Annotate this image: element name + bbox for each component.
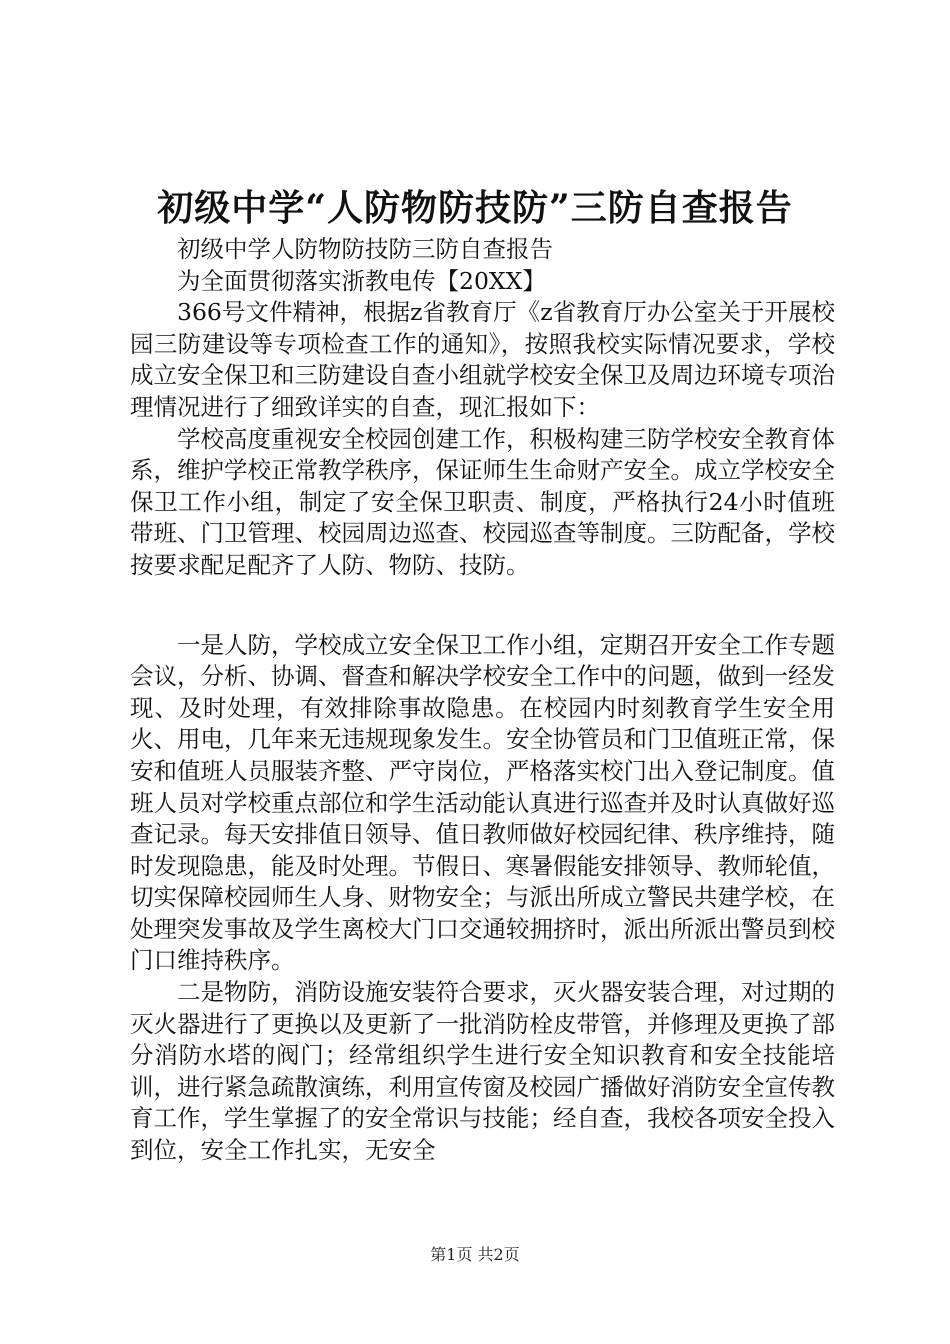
paragraph: 初级中学人防物防技防三防自查报告 [177, 235, 553, 263]
page-footer: 第1页 共2页 [430, 1245, 520, 1264]
document-title: 初级中学“人防物防技防”三防自查报告 [157, 187, 793, 229]
paragraph: 一是人防，学校成立安全保卫工作小组，定期召开安全工作专题会议，分析、协调、督查和解决学校安全工作中的问题，做到一经发现、及时处理，有效排除事故隐患。在校园内时刻教育学生安全用火、用电，几年来无违规现象发生。安全协管员和门卫值班正常，保安和值班人员服装齐整、严守岗位，严格落实校门出入登记制度。值班人员对学校重点部位和学生活动能认真进行巡查并及时认真做好巡查记录。每天安排值日领导、值日教师做好校园纪律、秩序维持，随时发现隐患，能及时处理。节假日、寒暑假能安排领导、教师轮值，切实保障校园师生人身、财物安全；与派出所成立警民共建学校，在处理突发事故及学生离校大门口交通较拥挤时，派出所派出警员到校门口维持秩序。 [130, 630, 835, 975]
paragraph: 366号文件精神，根据z省教育厅《z省教育厅办公室关于开展校园三防建设等专项检查工作的通知》，按照我校实际情况要求，学校成立安全保卫和三防建设自查小组就学校安全保卫及周边环境专项治理情况进行了细致详实的自查，现汇报如下： [130, 298, 835, 421]
paragraph: 为全面贯彻落实浙教电传【20XX】 [177, 266, 546, 295]
paragraph: 二是物防，消防设施安装符合要求，灭火器安装合理，对过期的灭火器进行了更换以及更新了一批消防栓皮带管，并修理及更换了部分消防水塔的阀门；经常组织学生进行安全知识教育和安全技能培训，进行紧急疏散演练，利用宣传窗及校园广播做好消防安全宣传教育工作，学生掌握了的安全常识与技能；经自查，我校各项安全投入到位，安全工作扎实，无安全 [130, 978, 835, 1165]
blank-line [130, 582, 835, 630]
paragraph: 学校高度重视安全校园创建工作，积极构建三防学校安全教育体系，维护学校正常教学秩序，保证师生生命财产安全。成立学校安全保卫工作小组，制定了安全保卫职责、制度，严格执行24小时值班带班、门卫管理、校园周边巡查、校园巡查等制度。三防配备，学校按要求配足配齐了人防、物防、技防。 [130, 424, 835, 579]
document-body [130, 234, 835, 1167]
